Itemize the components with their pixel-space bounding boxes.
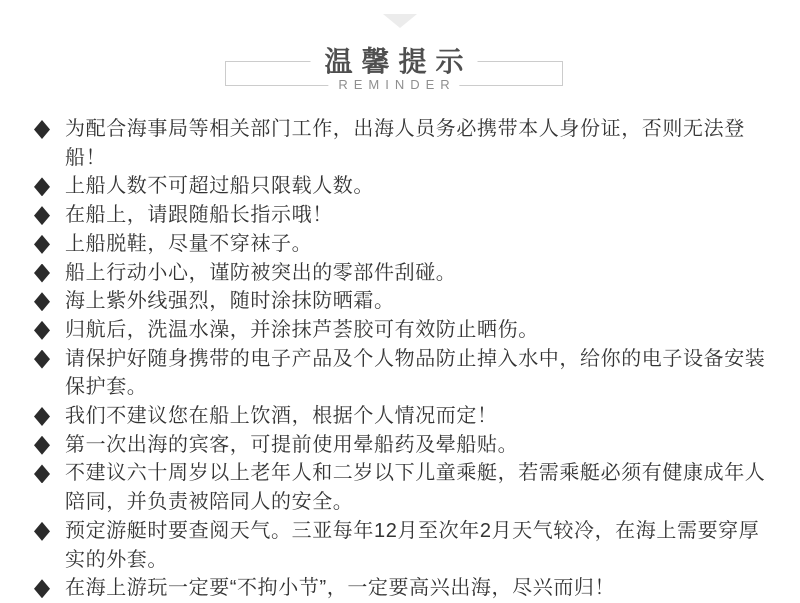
notice-item-text: 第一次出海的宾客，可提前使用晕船药及晕船贴。 [65, 433, 519, 456]
notice-item [34, 345, 768, 402]
notice-item [34, 172, 768, 201]
notice-item-text: 上船人数不可超过船只限载人数。 [65, 175, 374, 198]
notice-item-text: 为配合海事局等相关部门工作，出海人员务必携带本人身份证，否则无法登船！ [65, 118, 745, 169]
diamond-bullet-icon [34, 350, 50, 369]
diamond-bullet-icon [34, 120, 50, 139]
notice-item-text: 船上行动小心，谨防被突出的零部件刮碰。 [65, 261, 457, 284]
notice-item [34, 459, 768, 516]
notice-item [34, 259, 768, 288]
notice-item [34, 431, 768, 460]
diamond-bullet-icon [34, 579, 50, 598]
diamond-bullet-icon [34, 177, 50, 196]
page-title-text: 温馨提示 [324, 45, 473, 77]
notice-item [34, 402, 768, 431]
notice-item-text: 归航后，洗温水澡，并涂抹芦荟胶可有效防止晒伤。 [65, 318, 539, 341]
notice-list [34, 115, 768, 603]
header-box [225, 45, 563, 93]
diamond-bullet-icon [34, 206, 50, 225]
diamond-bullet-icon [34, 264, 50, 283]
notice-item [34, 230, 768, 259]
notice-item [34, 287, 768, 316]
notice-item-text: 请保护好随身携带的电子产品及个人物品防止掉入水中，给你的电子设备安装保护套。 [65, 347, 766, 399]
notice-item [34, 574, 768, 603]
notice-item-text: 海上紫外线强烈，随时涂抹防晒霜。 [65, 290, 395, 313]
notice-item-text: 上船脱鞋，尽量不穿袜子。 [65, 232, 313, 255]
notice-item [34, 201, 768, 230]
triangle-down-icon [383, 14, 417, 28]
notice-item-text: 在海上游玩一定要“不拘小节”，一定要高兴出海，尽兴而归！ [65, 577, 616, 600]
diamond-bullet-icon [34, 321, 50, 340]
diamond-bullet-icon [34, 464, 50, 483]
notice-item-text: 不建议六十周岁以上老年人和二岁以下儿童乘艇，若需乘艇必须有健康成年人陪同，并负责被陪同人的安全。 [65, 462, 766, 514]
page-subtitle-text: REMINDER [338, 77, 456, 93]
notice-item-text: 我们不建议您在船上饮酒，根据个人情况而定！ [65, 405, 498, 428]
notice-item-text: 预定游艇时要查阅天气。三亚每年12月至次年2月天气较冷，在海上需要穿厚实的外套。 [65, 519, 760, 571]
notice-item-text: 在船上，请跟随船长指示哦！ [65, 204, 333, 227]
diamond-bullet-icon [34, 235, 50, 254]
diamond-bullet-icon [34, 407, 50, 426]
diamond-bullet-icon [34, 292, 50, 311]
diamond-bullet-icon [34, 436, 50, 455]
notice-item [34, 115, 768, 172]
notice-item [34, 316, 768, 345]
diamond-bullet-icon [34, 522, 50, 541]
page-title [310, 46, 477, 78]
page-subtitle [328, 77, 459, 93]
notice-item [34, 517, 768, 574]
